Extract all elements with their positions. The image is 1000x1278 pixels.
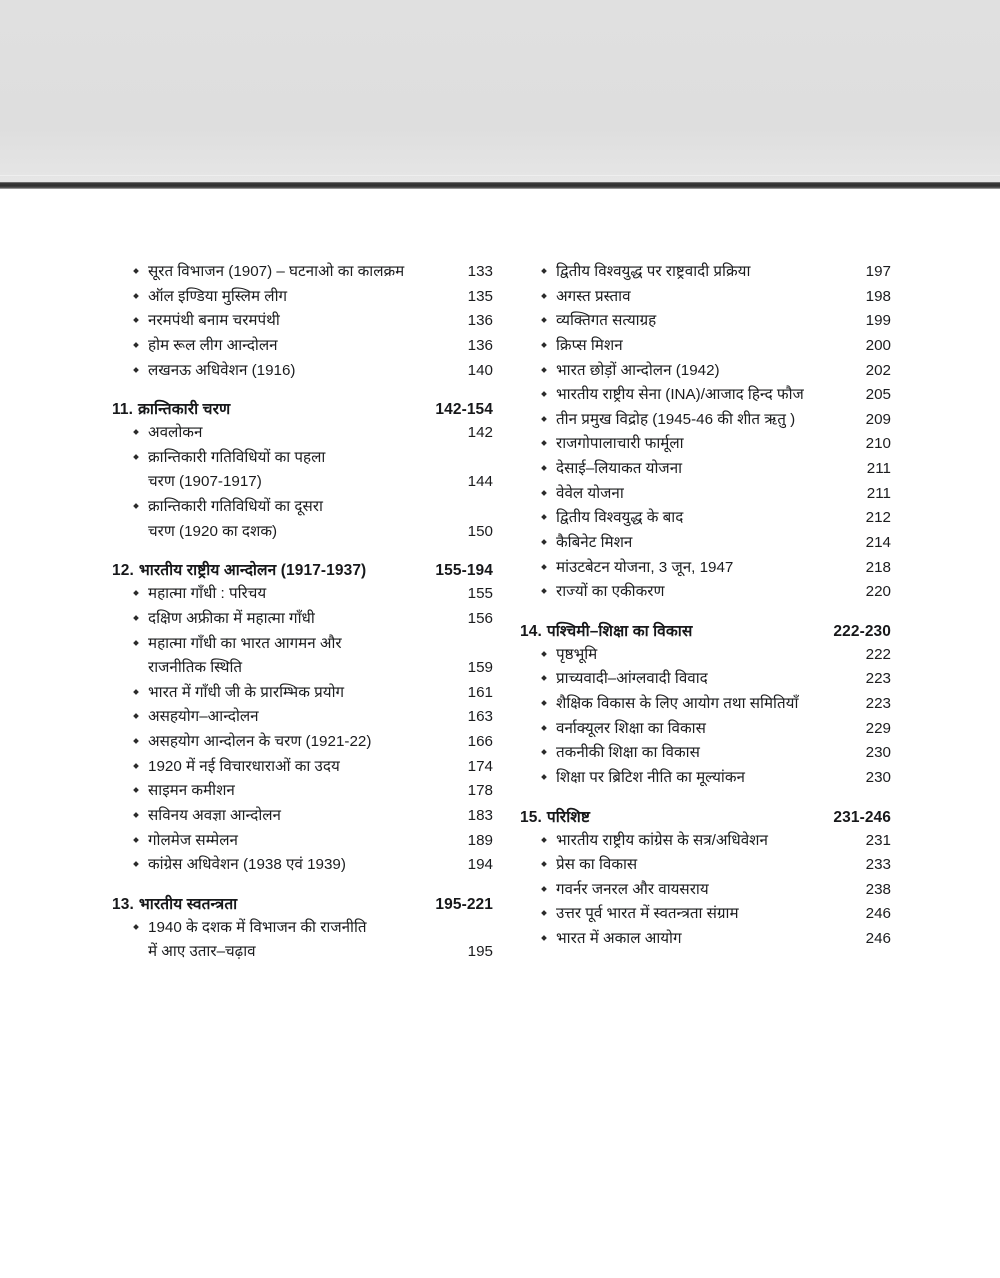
- toc-entry-line: भारतीय राष्ट्रीय कांग्रेस के सत्र/अधिवेशन: [556, 831, 768, 849]
- toc-entry-title: [556, 829, 768, 854]
- toc-entry-page-number: 220: [865, 583, 891, 601]
- toc-entry-page-number: 211: [866, 460, 891, 477]
- toc-chapter-number: 15.: [520, 808, 542, 826]
- toc-entry-page-number: 183: [467, 806, 493, 824]
- toc-entry-row[interactable]: [112, 853, 493, 878]
- toc-entry-line: सूरत विभाजन (1907) – घटनाओ का कालक्रम: [148, 263, 405, 280]
- toc-entry-page-number: 202: [865, 361, 891, 379]
- toc-chapter-title: भारतीय राष्ट्रीय आन्दोलन (1917-1937): [138, 562, 367, 580]
- toc-entry-title: [148, 681, 344, 706]
- bullet-diamond-icon: [134, 862, 148, 866]
- toc-chapter-title: पश्चिमी–शिक्षा का विकास: [546, 622, 693, 640]
- toc-entry-row[interactable]: [112, 495, 493, 544]
- table-of-contents: [0, 260, 1000, 965]
- toc-entry-row[interactable]: [520, 667, 891, 692]
- toc-entry-title: [556, 643, 597, 668]
- toc-entry-line: गोलमेज सम्मेलन: [148, 831, 238, 849]
- bullet-diamond-icon: [542, 318, 556, 322]
- toc-entry-line: क्रिप्स मिशन: [556, 336, 623, 354]
- toc-entry-row[interactable]: [520, 766, 891, 791]
- bullet-diamond-icon: [134, 430, 148, 434]
- toc-entry-title: [556, 334, 623, 359]
- bullet-diamond-icon: [542, 417, 556, 421]
- bullet-diamond-icon: [542, 750, 556, 754]
- toc-column-right: [520, 260, 891, 952]
- toc-entry-line: साइमन कमीशन: [148, 782, 235, 800]
- toc-entry-line: भारत छोड़ों आन्दोलन (1942): [556, 361, 720, 379]
- toc-entry-page-number: 198: [865, 287, 891, 305]
- toc-entry-page-number: 174: [467, 757, 493, 775]
- toc-entry-page-number: 231: [865, 831, 891, 849]
- toc-entry-page-number: 199: [865, 312, 891, 330]
- toc-entry-title: [556, 667, 708, 692]
- toc-entry-line: देसाई–लियाकत योजना: [556, 460, 683, 477]
- toc-entry-row[interactable]: [520, 902, 891, 927]
- toc-entry-line: अवलोकन: [148, 424, 203, 442]
- toc-entry-row[interactable]: [520, 829, 891, 854]
- toc-entry-title: [148, 446, 325, 495]
- toc-entry-line: तकनीकी शिक्षा का विकास: [556, 744, 700, 762]
- toc-entry-title: [556, 580, 664, 605]
- toc-entry-title: [556, 383, 804, 408]
- toc-entry-page-number: 135: [467, 287, 493, 305]
- toc-entry-line: वेवेल योजना: [556, 484, 624, 502]
- bullet-diamond-icon: [134, 764, 148, 768]
- toc-entry-title: [556, 432, 684, 457]
- bullet-diamond-icon: [134, 925, 148, 929]
- toc-entry-row[interactable]: [112, 804, 493, 829]
- toc-chapter-row[interactable]: [112, 397, 493, 419]
- toc-entry-line: राज्यों का एकीकरण: [556, 583, 665, 601]
- bullet-diamond-icon: [542, 936, 556, 940]
- bullet-diamond-icon: [134, 455, 148, 459]
- scan-hairline: [0, 175, 1000, 176]
- toc-entry-page-number: 150: [467, 522, 493, 540]
- bullet-diamond-icon: [542, 726, 556, 730]
- page-sheet: [0, 189, 1000, 1278]
- bullet-diamond-icon: [542, 441, 556, 445]
- toc-entry-page-number: 144: [467, 473, 493, 491]
- bullet-diamond-icon: [134, 641, 148, 645]
- toc-entry-title: [556, 902, 739, 927]
- toc-entry-row[interactable]: [520, 878, 891, 903]
- toc-entry-page-number: 230: [865, 744, 891, 762]
- toc-entry-title: [556, 506, 683, 531]
- toc-entry-title: [556, 408, 795, 433]
- toc-entry-line: नरमपंथी बनाम चरमपंथी: [148, 312, 280, 330]
- toc-entry-line: दक्षिण अफ्रीका में महात्मा गाँधी: [148, 609, 315, 627]
- toc-entry-title: [148, 359, 296, 384]
- bullet-diamond-icon: [134, 318, 148, 322]
- toc-chapter-page-range: 231-246: [833, 808, 891, 826]
- toc-entry-line: व्यक्तिगत सत्याग्रह: [556, 312, 657, 330]
- toc-entry-page-number: 197: [865, 263, 891, 280]
- toc-entry-title: [556, 482, 624, 507]
- toc-entry-page-number: 222: [865, 645, 891, 663]
- toc-entry-row[interactable]: [520, 531, 891, 556]
- toc-entry-title: [148, 334, 278, 359]
- bullet-diamond-icon: [542, 466, 556, 470]
- toc-entry-row[interactable]: [520, 383, 891, 408]
- toc-entry-row[interactable]: [112, 916, 493, 965]
- toc-entry-row[interactable]: [112, 779, 493, 804]
- bullet-diamond-icon: [542, 676, 556, 680]
- toc-entry-line: राजनीतिक स्थिति: [148, 659, 243, 677]
- toc-entry-row[interactable]: [520, 853, 891, 878]
- toc-chapter-page-range: 195-221: [435, 895, 493, 913]
- toc-chapter-title: क्रान्तिकारी चरण: [138, 401, 231, 419]
- bullet-diamond-icon: [542, 589, 556, 593]
- toc-entry-page-number: 166: [467, 733, 493, 750]
- toc-entry-title: [556, 531, 632, 556]
- bullet-diamond-icon: [542, 911, 556, 915]
- toc-entry-page-number: 189: [467, 831, 493, 849]
- toc-entry-line: सविनय अवज्ञा आन्दोलन: [148, 806, 281, 824]
- toc-entry-line: द्वितीय विश्वयुद्ध पर राष्ट्रवादी प्रक्रिया: [556, 263, 751, 280]
- bullet-diamond-icon: [134, 739, 148, 743]
- toc-entry-title: [148, 495, 323, 544]
- bullet-diamond-icon: [134, 368, 148, 372]
- toc-entry-line: होम रूल लीग आन्दोलन: [148, 336, 278, 354]
- toc-entry-line: प्रेस का विकास: [556, 856, 638, 874]
- toc-entry-title: [556, 556, 733, 581]
- toc-entry-line: मांउटबेटन योजना, 3 जून, 1947: [556, 558, 734, 576]
- toc-entry-line: कैबिनेट मिशन: [556, 533, 633, 551]
- toc-entry-row[interactable]: [520, 260, 891, 285]
- toc-entry-page-number: 233: [865, 856, 891, 874]
- toc-chapter-number: 11.: [112, 401, 133, 419]
- page-top-rule: [0, 182, 1000, 189]
- toc-entry-line: में आए उतार–चढ़ाव: [148, 943, 256, 961]
- toc-entry-title: [148, 309, 280, 334]
- toc-entry-line: गवर्नर जनरल और वायसराय: [556, 880, 709, 898]
- toc-entry-title: [556, 927, 682, 952]
- toc-entry-title: [148, 260, 404, 285]
- toc-entry-row[interactable]: [112, 260, 493, 285]
- toc-chapter-row[interactable]: [112, 558, 493, 580]
- toc-entry-title: [148, 730, 371, 755]
- toc-entry-page-number: 140: [467, 361, 493, 379]
- toc-entry-page-number: 230: [865, 768, 891, 786]
- bullet-diamond-icon: [542, 491, 556, 495]
- toc-entry-row[interactable]: [112, 632, 493, 681]
- toc-entry-page-number: 159: [467, 659, 493, 677]
- toc-entry-row[interactable]: [520, 359, 891, 384]
- toc-entry-page-number: 246: [865, 905, 891, 923]
- toc-chapter-number: 13.: [112, 895, 134, 913]
- toc-entry-row[interactable]: [520, 556, 891, 581]
- toc-entry-title: [148, 705, 259, 730]
- toc-chapter-number: 14.: [520, 622, 542, 640]
- bullet-diamond-icon: [134, 838, 148, 842]
- toc-entry-page-number: 229: [865, 719, 891, 737]
- bullet-diamond-icon: [542, 515, 556, 519]
- bullet-diamond-icon: [542, 887, 556, 891]
- toc-entry-row[interactable]: [520, 309, 891, 334]
- toc-entry-page-number: 194: [467, 856, 493, 874]
- toc-entry-title: [556, 741, 700, 766]
- toc-entry-row[interactable]: [112, 421, 493, 446]
- toc-entry-row[interactable]: [112, 705, 493, 730]
- toc-entry-row[interactable]: [112, 681, 493, 706]
- toc-entry-line: असहयोग आन्दोलन के चरण (1921-22): [148, 733, 372, 750]
- toc-entry-row[interactable]: [520, 408, 891, 433]
- toc-entry-line: क्रान्तिकारी गतिविधियों का पहला: [148, 448, 326, 466]
- toc-entry-row[interactable]: [112, 446, 493, 495]
- toc-entry-title: [556, 359, 720, 384]
- toc-entry-page-number: 200: [865, 336, 891, 354]
- bullet-diamond-icon: [542, 392, 556, 396]
- toc-chapter-row[interactable]: [520, 619, 891, 641]
- bullet-diamond-icon: [542, 540, 556, 544]
- bullet-diamond-icon: [134, 504, 148, 508]
- toc-chapter-number: 12.: [112, 562, 134, 580]
- toc-entry-row[interactable]: [520, 643, 891, 668]
- toc-entry-title: [556, 285, 631, 310]
- bullet-diamond-icon: [134, 714, 148, 718]
- toc-entry-page-number: 214: [865, 533, 891, 551]
- toc-entry-title: [148, 582, 266, 607]
- toc-entry-page-number: 133: [467, 263, 493, 280]
- toc-chapter-title: परिशिष्ट: [546, 808, 591, 826]
- toc-entry-line: राजगोपालाचारी फार्मूला: [556, 435, 684, 453]
- toc-chapter-title: भारतीय स्वतन्त्रता: [138, 895, 238, 913]
- bullet-diamond-icon: [134, 813, 148, 817]
- toc-entry-line: भारत में अकाल आयोग: [556, 930, 682, 947]
- toc-entry-line: भारतीय राष्ट्रीय सेना (INA)/आजाद हिन्द फौज: [556, 386, 804, 404]
- toc-entry-row[interactable]: [520, 506, 891, 531]
- toc-entry-page-number: 161: [467, 683, 493, 701]
- toc-entry-title: [148, 755, 340, 780]
- toc-chapter-row[interactable]: [112, 892, 493, 914]
- toc-entry-title: [556, 309, 656, 334]
- toc-entry-row[interactable]: [112, 829, 493, 854]
- toc-entry-row[interactable]: [112, 607, 493, 632]
- toc-entry-line: पृष्ठभूमि: [556, 645, 598, 663]
- toc-entry-title: [148, 285, 287, 310]
- bullet-diamond-icon: [542, 862, 556, 866]
- toc-entry-line: तीन प्रमुख विद्रोह (1945-46 की शीत ऋतु ): [556, 410, 796, 428]
- toc-entry-row[interactable]: [520, 457, 891, 482]
- toc-entry-page-number: 163: [467, 708, 493, 726]
- toc-entry-line: महात्मा गाँधी का भारत आगमन और: [148, 634, 342, 652]
- toc-entry-row[interactable]: [520, 334, 891, 359]
- toc-entry-line: क्रान्तिकारी गतिविधियों का दूसरा: [148, 498, 323, 515]
- toc-entry-row[interactable]: [520, 927, 891, 952]
- toc-entry-page-number: 218: [865, 558, 891, 576]
- bullet-diamond-icon: [542, 269, 556, 273]
- toc-entry-title: [556, 260, 750, 285]
- toc-entry-line: वर्नाक्यूलर शिक्षा का विकास: [556, 719, 706, 737]
- toc-entry-line: द्वितीय विश्वयुद्ध के बाद: [556, 509, 684, 527]
- bullet-diamond-icon: [542, 701, 556, 705]
- bullet-diamond-icon: [542, 775, 556, 779]
- toc-entry-row[interactable]: [112, 334, 493, 359]
- bullet-diamond-icon: [542, 652, 556, 656]
- toc-chapter-page-range: 142-154: [435, 401, 493, 419]
- toc-entry-page-number: 211: [866, 484, 891, 502]
- toc-entry-page-number: 238: [865, 880, 891, 898]
- toc-entry-line: 1920 में नई विचारधाराओं का उदय: [148, 757, 340, 775]
- toc-entry-title: [148, 916, 367, 965]
- toc-entry-page-number: 223: [865, 670, 891, 688]
- toc-entry-row[interactable]: [112, 359, 493, 384]
- toc-entry-page-number: 205: [865, 386, 891, 404]
- toc-entry-row[interactable]: [112, 285, 493, 310]
- toc-entry-row[interactable]: [112, 582, 493, 607]
- toc-entry-line: शिक्षा पर ब्रिटिश नीति का मूल्यांकन: [556, 768, 745, 786]
- toc-entry-row[interactable]: [520, 717, 891, 742]
- toc-entry-page-number: 142: [467, 424, 493, 442]
- toc-entry-title: [556, 692, 798, 717]
- toc-entry-row[interactable]: [112, 309, 493, 334]
- toc-entry-title: [556, 717, 706, 742]
- bullet-diamond-icon: [134, 343, 148, 347]
- toc-entry-page-number: 223: [865, 695, 891, 712]
- toc-entry-row[interactable]: [520, 692, 891, 717]
- toc-entry-row[interactable]: [520, 482, 891, 507]
- toc-entry-line: 1940 के दशक में विभाजन की राजनीति: [148, 918, 367, 936]
- bullet-diamond-icon: [134, 616, 148, 620]
- bullet-diamond-icon: [542, 294, 556, 298]
- toc-entry-row[interactable]: [112, 755, 493, 780]
- bullet-diamond-icon: [134, 788, 148, 792]
- bullet-diamond-icon: [134, 294, 148, 298]
- toc-entry-title: [556, 457, 682, 482]
- toc-entry-page-number: 136: [467, 336, 493, 354]
- toc-entry-line: लखनऊ अधिवेशन (1916): [148, 361, 296, 379]
- toc-entry-page-number: 212: [865, 509, 891, 527]
- toc-entry-line: प्राच्यवादी–आंग्लवादी विवाद: [556, 670, 708, 688]
- toc-entry-line: भारत में गाँधी जी के प्रारम्भिक प्रयोग: [148, 683, 345, 701]
- bullet-diamond-icon: [542, 565, 556, 569]
- toc-entry-page-number: 246: [865, 930, 891, 947]
- toc-entry-title: [148, 632, 342, 681]
- bullet-diamond-icon: [134, 591, 148, 595]
- toc-entry-title: [148, 853, 346, 878]
- toc-entry-page-number: 155: [467, 585, 493, 603]
- toc-entry-row[interactable]: [520, 285, 891, 310]
- toc-entry-page-number: 209: [865, 410, 891, 428]
- toc-entry-title: [556, 766, 745, 791]
- toc-entry-page-number: 156: [467, 609, 493, 627]
- toc-entry-title: [148, 779, 235, 804]
- toc-entry-line: चरण (1920 का दशक): [148, 522, 278, 540]
- toc-entry-line: शैक्षिक विकास के लिए आयोग तथा समितियाँ: [556, 695, 799, 712]
- bullet-diamond-icon: [134, 690, 148, 694]
- bullet-diamond-icon: [542, 343, 556, 347]
- toc-entry-page-number: 195: [467, 943, 493, 961]
- toc-column-left: [112, 260, 493, 965]
- toc-entry-title: [556, 853, 637, 878]
- toc-entry-row[interactable]: [520, 580, 891, 605]
- toc-entry-line: महात्मा गाँधी : परिचय: [148, 585, 267, 603]
- toc-entry-line: कांग्रेस अधिवेशन (1938 एवं 1939): [148, 856, 346, 874]
- toc-entry-page-number: 210: [865, 435, 891, 453]
- toc-entry-title: [148, 804, 281, 829]
- toc-entry-line: अगस्त प्रस्ताव: [556, 287, 631, 305]
- toc-entry-title: [148, 607, 315, 632]
- bullet-diamond-icon: [542, 838, 556, 842]
- toc-chapter-page-range: 155-194: [435, 562, 493, 580]
- toc-entry-line: असहयोग–आन्दोलन: [148, 708, 259, 726]
- toc-entry-row[interactable]: [112, 730, 493, 755]
- toc-entry-page-number: 178: [467, 782, 493, 800]
- toc-entry-title: [148, 421, 202, 446]
- toc-chapter-row[interactable]: [520, 805, 891, 827]
- toc-entry-title: [556, 878, 709, 903]
- bullet-diamond-icon: [542, 368, 556, 372]
- bullet-diamond-icon: [134, 269, 148, 273]
- toc-entry-page-number: 136: [467, 312, 493, 330]
- toc-entry-line: चरण (1907-1917): [148, 473, 262, 491]
- toc-entry-line: ऑल इण्डिया मुस्लिम लीग: [148, 287, 288, 305]
- toc-chapter-page-range: 222-230: [833, 622, 891, 640]
- toc-entry-title: [148, 829, 238, 854]
- toc-entry-row[interactable]: [520, 741, 891, 766]
- toc-entry-row[interactable]: [520, 432, 891, 457]
- toc-entry-line: उत्तर पूर्व भारत में स्वतन्त्रता संग्राम: [556, 905, 739, 923]
- scanner-top-band: [0, 0, 1000, 182]
